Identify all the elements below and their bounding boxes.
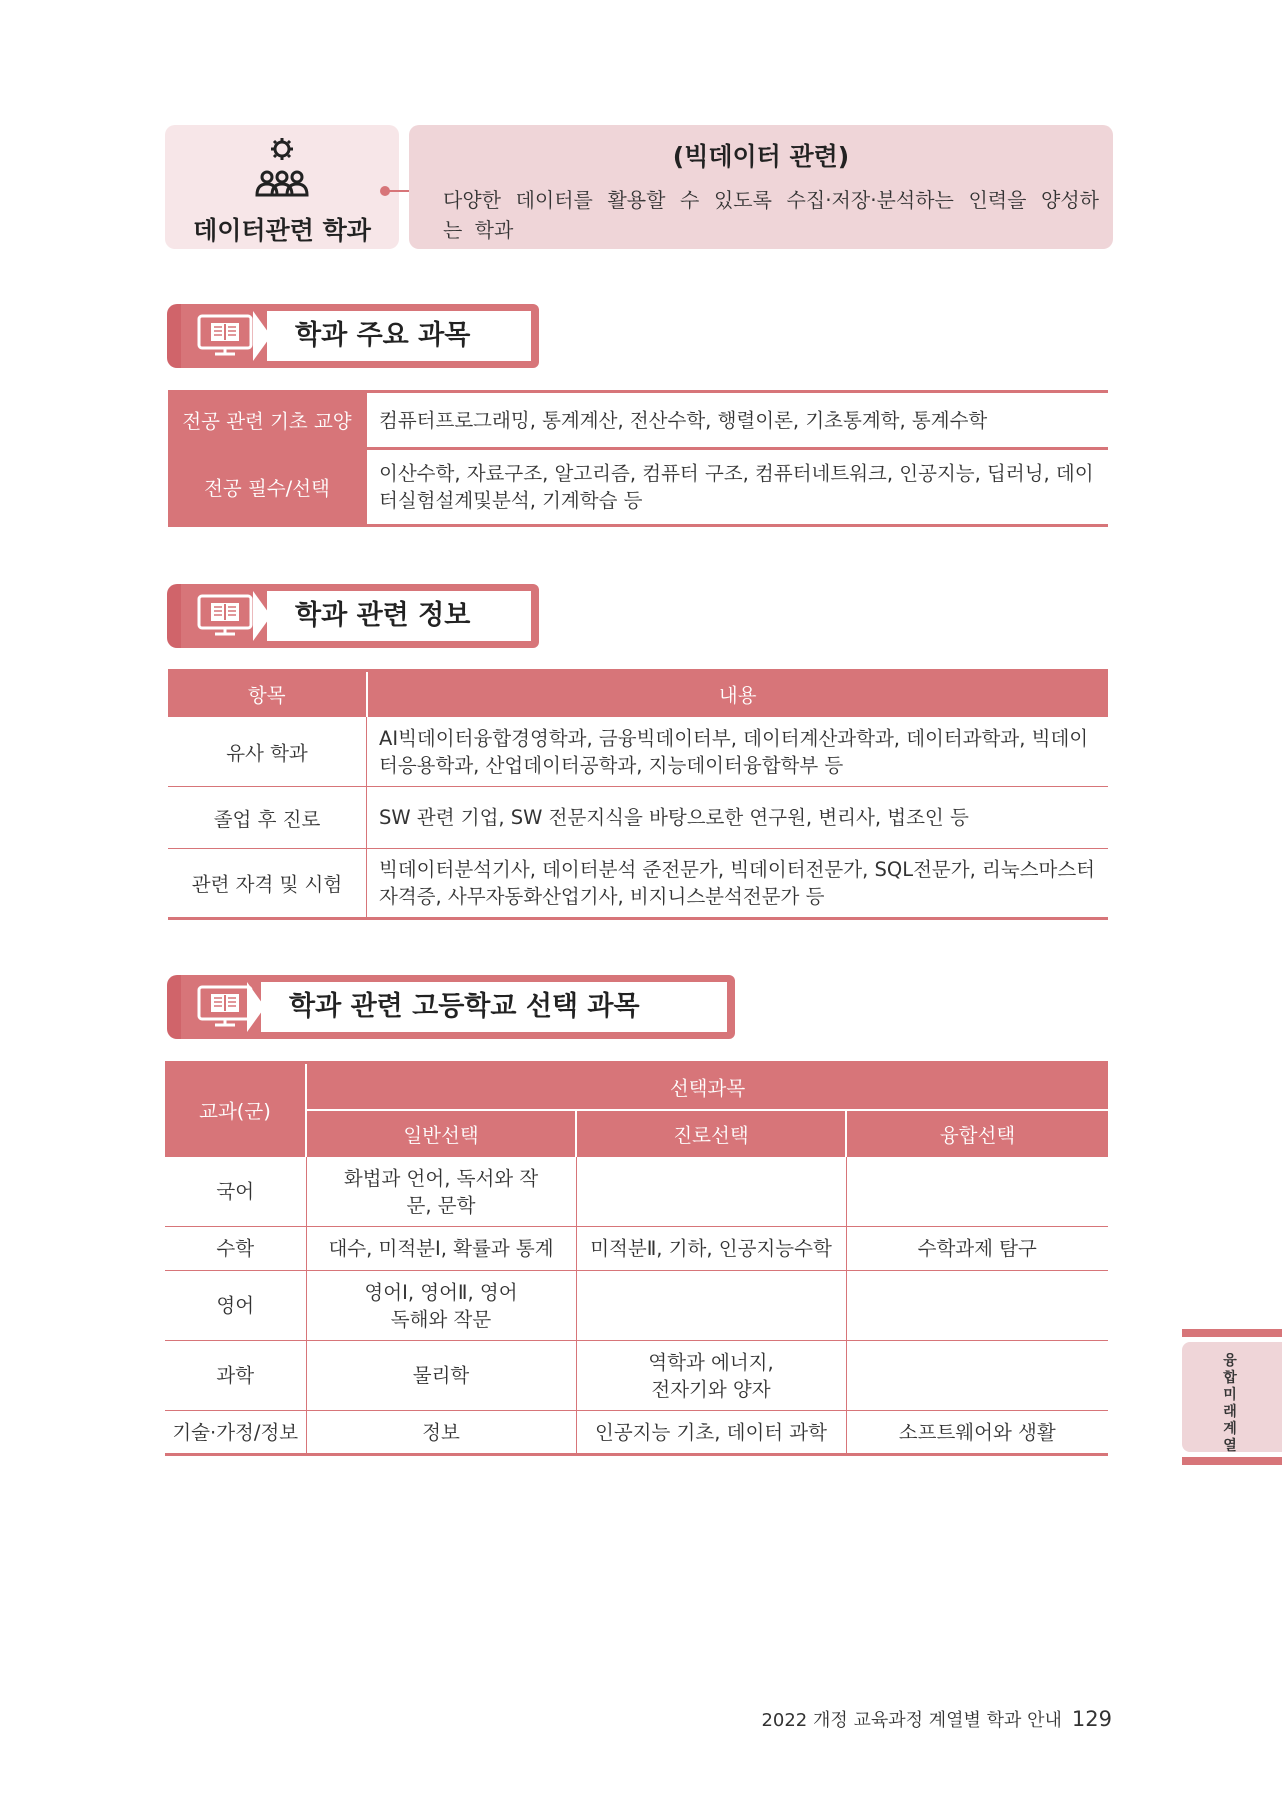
table-row [168, 849, 1108, 919]
row-value: AI빅데이터융합경영학과, 금융빅데이터부, 데이터계산과학과, 데이터과학과, 빅데이터응용학과, 산업데이터공학과, 지능데이터융합학부 등 [367, 717, 1109, 787]
row-value: SW 관련 기업, SW 전문지식을 바탕으로한 연구원, 변리사, 법조인 등 [367, 787, 1109, 849]
cell-fusion [846, 1341, 1108, 1411]
table-row [165, 1411, 1108, 1455]
column-header: 융합선택 [846, 1110, 1108, 1157]
table-row [168, 787, 1108, 849]
row-key: 졸업 후 진로 [168, 787, 367, 849]
cell-general: 대수, 미적분Ⅰ, 확률과 통계 [306, 1227, 576, 1271]
cell-fusion: 소프트웨어와 생활 [846, 1411, 1108, 1455]
section-title: 학과 주요 과목 [295, 320, 471, 351]
table-row [168, 717, 1108, 787]
cell-career: 역학과 에너지, 전자기와 양자 [576, 1341, 846, 1411]
column-header: 선택과목 [306, 1063, 1108, 1111]
table-row [165, 1271, 1108, 1341]
row-value: 이산수학, 자료구조, 알고리즘, 컴퓨터 구조, 컴퓨터네트워크, 인공지능, 딥러닝, 데이터실험설계및분석, 기계학습 등 [367, 449, 1109, 526]
section-title: 학과 관련 정보 [295, 600, 471, 631]
courses-table [168, 390, 1108, 527]
column-header: 항목 [168, 671, 367, 717]
side-category-tab[interactable] [1182, 1329, 1282, 1465]
cell-fusion [846, 1157, 1108, 1227]
section-header-info [167, 584, 539, 648]
table-row [168, 449, 1108, 526]
section-header-highschool [167, 975, 735, 1039]
cell-general: 정보 [306, 1411, 576, 1455]
cell-general: 영어Ⅰ, 영어Ⅱ, 영어 독해와 작문 [306, 1271, 576, 1341]
row-value: 빅데이터분석기사, 데이터분석 준전문가, 빅데이터전문가, SQL전문가, 리눅스마스터 자격증, 사무자동화산업기사, 비지니스분석전문가 등 [367, 849, 1109, 919]
page-number: 129 [1071, 1707, 1112, 1731]
cell-career: 인공지능 기초, 데이터 과학 [576, 1411, 846, 1455]
table-row [165, 1227, 1108, 1271]
info-table [168, 669, 1108, 920]
cell-group: 수학 [165, 1227, 306, 1271]
column-header: 일반선택 [306, 1110, 576, 1157]
cell-group: 국어 [165, 1157, 306, 1227]
department-card [165, 125, 399, 249]
cell-group: 과학 [165, 1341, 306, 1411]
department-description-card [409, 125, 1113, 249]
row-key: 유사 학과 [168, 717, 367, 787]
cell-general: 물리학 [306, 1341, 576, 1411]
department-title: 데이터관련 학과 [193, 216, 371, 245]
section-title: 학과 관련 고등학교 선택 과목 [289, 991, 640, 1022]
column-header: 교과(군) [165, 1063, 306, 1157]
table-row [165, 1341, 1108, 1411]
department-description: 다양한 데이터를 활용할 수 있도록 수집·저장·분석하는 인력을 양성하는 학과 [443, 188, 1099, 242]
column-header: 진로선택 [576, 1110, 846, 1157]
section-header-courses [167, 304, 539, 368]
row-key: 관련 자격 및 시험 [168, 849, 367, 919]
footer-text: 2022 개정 교육과정 계열별 학과 안내 [761, 1710, 1062, 1731]
cell-group: 기술·가정/정보 [165, 1411, 306, 1455]
monitor-book-icon [197, 314, 253, 360]
row-key: 전공 관련 기초 교양 [168, 392, 367, 449]
row-key: 전공 필수/선택 [168, 449, 367, 526]
cell-group: 영어 [165, 1271, 306, 1341]
table-row [168, 392, 1108, 449]
cell-fusion: 수학과제 탐구 [846, 1227, 1108, 1271]
monitor-book-icon [197, 985, 253, 1031]
subjects-table [165, 1061, 1108, 1456]
cell-career [576, 1157, 846, 1227]
table-row [165, 1157, 1108, 1227]
side-tab-label: 융합미래 계열 [1223, 1353, 1237, 1454]
cell-career [576, 1271, 846, 1341]
department-heading: (빅데이터 관련) [672, 142, 850, 171]
people-gear-icon [165, 135, 399, 209]
monitor-book-icon [197, 594, 253, 640]
cell-general: 화법과 언어, 독서와 작문, 문학 [306, 1157, 576, 1227]
column-header: 내용 [367, 671, 1109, 717]
cell-fusion [846, 1271, 1108, 1341]
row-value: 컴퓨터프로그래밍, 통계계산, 전산수학, 행렬이론, 기초통계학, 통계수학 [367, 392, 1109, 449]
cell-career: 미적분Ⅱ, 기하, 인공지능수학 [576, 1227, 846, 1271]
page-footer [761, 1706, 1112, 1732]
